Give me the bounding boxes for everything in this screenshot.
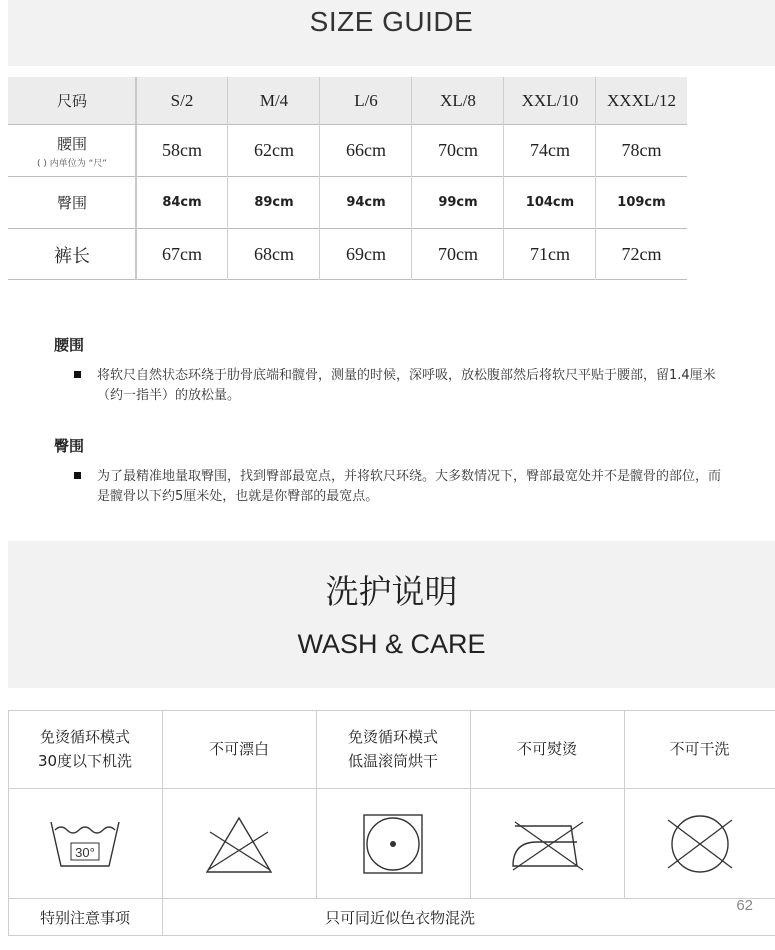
hip-xl: 99cm <box>438 195 478 210</box>
table-column-divider <box>135 77 137 280</box>
length-xl: 70cm <box>438 244 478 264</box>
care-table <box>8 710 775 936</box>
size-guide-title: SIZE GUIDE <box>309 6 474 37</box>
waist-m: 62cm <box>254 140 294 160</box>
no-iron-icon-cell <box>470 789 624 898</box>
page-number: 62 <box>736 897 753 914</box>
no-dry-clean-icon-cell <box>624 789 775 898</box>
hip-m: 89cm <box>254 195 294 210</box>
no-iron-icon <box>507 814 587 874</box>
table-column-divider <box>319 77 320 280</box>
care-label-machine-wash <box>8 710 162 788</box>
waist-s: 58cm <box>162 140 202 160</box>
bullet-icon <box>74 371 81 378</box>
care-label-line: 低温滚筒烘干 <box>347 752 438 770</box>
hip-xxl: 104cm <box>525 195 575 210</box>
hip-l: 94cm <box>346 195 386 210</box>
hip-label: 臀围 <box>56 194 87 212</box>
waist-note-text: 将软尺自然状态环绕于肋骨底端和髋骨，测量的时候，深呼吸，放松腹部然后将软尺平贴于腰部，留1.4厘米（约一指半）的放松量。 <box>97 368 716 403</box>
washtub-30-icon <box>45 814 125 874</box>
special-notes-text: 只可同近似色衣物混洗 <box>324 908 475 927</box>
size-header-l: L/6 <box>354 90 378 110</box>
waist-note-heading: 腰围 <box>54 336 85 354</box>
waist-label-cell <box>8 125 136 176</box>
no-bleach-icon <box>204 814 274 874</box>
length-m: 68cm <box>254 244 294 264</box>
no-bleach-icon-cell <box>162 789 316 898</box>
size-header-xl: XL/8 <box>440 90 476 110</box>
hip-xxxl: 109cm <box>617 195 666 210</box>
hip-note-text: 为了最精准地量取臀围，找到臀部最宽点，并将软尺环绕。大多数情况下，臀部最宽处并不是髋骨的部位，而是髋骨以下约5厘米处，也就是你臀部的最宽点。 <box>97 469 722 504</box>
hip-s: 84cm <box>162 195 202 210</box>
size-header-row <box>8 77 687 124</box>
wash-care-banner <box>8 541 775 688</box>
bullet-icon <box>74 472 81 479</box>
care-label-no-iron: 不可熨烫 <box>516 740 577 758</box>
care-label-tumble-dry <box>316 710 470 788</box>
washtub-30-icon-cell <box>8 789 162 898</box>
tumble-dry-low-icon-cell <box>316 789 470 898</box>
wash-care-title-en: WASH & CARE <box>297 629 486 659</box>
waist-xxl: 74cm <box>530 140 570 160</box>
waist-l: 66cm <box>346 140 386 160</box>
waist-unit-note: ( ) 内单位为 “尺” <box>37 158 107 169</box>
tumble-dry-low-icon <box>361 812 425 876</box>
size-header-xxl: XXL/10 <box>521 90 579 110</box>
table-divider <box>8 228 687 229</box>
special-notes-label: 特别注意事项 <box>39 908 130 927</box>
length-xxl: 71cm <box>530 244 570 264</box>
table-row-waist <box>8 125 687 176</box>
table-divider <box>8 279 687 280</box>
no-dry-clean-icon <box>664 812 736 876</box>
care-label-line: 30度以下机洗 <box>37 752 133 770</box>
size-header-s: S/2 <box>170 90 194 110</box>
table-divider <box>8 124 687 125</box>
care-label-no-dry-clean: 不可干洗 <box>669 740 730 758</box>
table-column-divider <box>503 77 504 280</box>
care-label-no-bleach: 不可漂白 <box>208 740 269 758</box>
table-divider <box>8 176 687 177</box>
care-label-line: 免烫循环模式 <box>39 728 130 746</box>
length-l: 69cm <box>346 244 386 264</box>
size-header-xxxl: XXXL/12 <box>607 90 676 110</box>
table-row-hip <box>8 177 687 228</box>
care-label-line: 免烫循环模式 <box>347 728 438 746</box>
waist-label: 腰围 <box>56 134 87 153</box>
length-xxxl: 72cm <box>621 244 662 264</box>
table-row-length <box>8 229 687 280</box>
wash-care-title-cn: 洗护说明 <box>325 572 458 611</box>
hip-note-heading: 臀围 <box>54 437 85 455</box>
waist-xl: 70cm <box>438 140 478 160</box>
table-column-divider <box>227 77 228 280</box>
waist-xxxl: 78cm <box>621 140 662 160</box>
table-column-divider <box>595 77 596 280</box>
table-column-divider <box>411 77 412 280</box>
wash-temperature: 30° <box>75 844 95 860</box>
length-label: 裤长 <box>54 245 90 267</box>
size-header-label: 尺码 <box>56 92 87 110</box>
length-s: 67cm <box>162 244 202 264</box>
size-header-m: M/4 <box>259 90 289 110</box>
